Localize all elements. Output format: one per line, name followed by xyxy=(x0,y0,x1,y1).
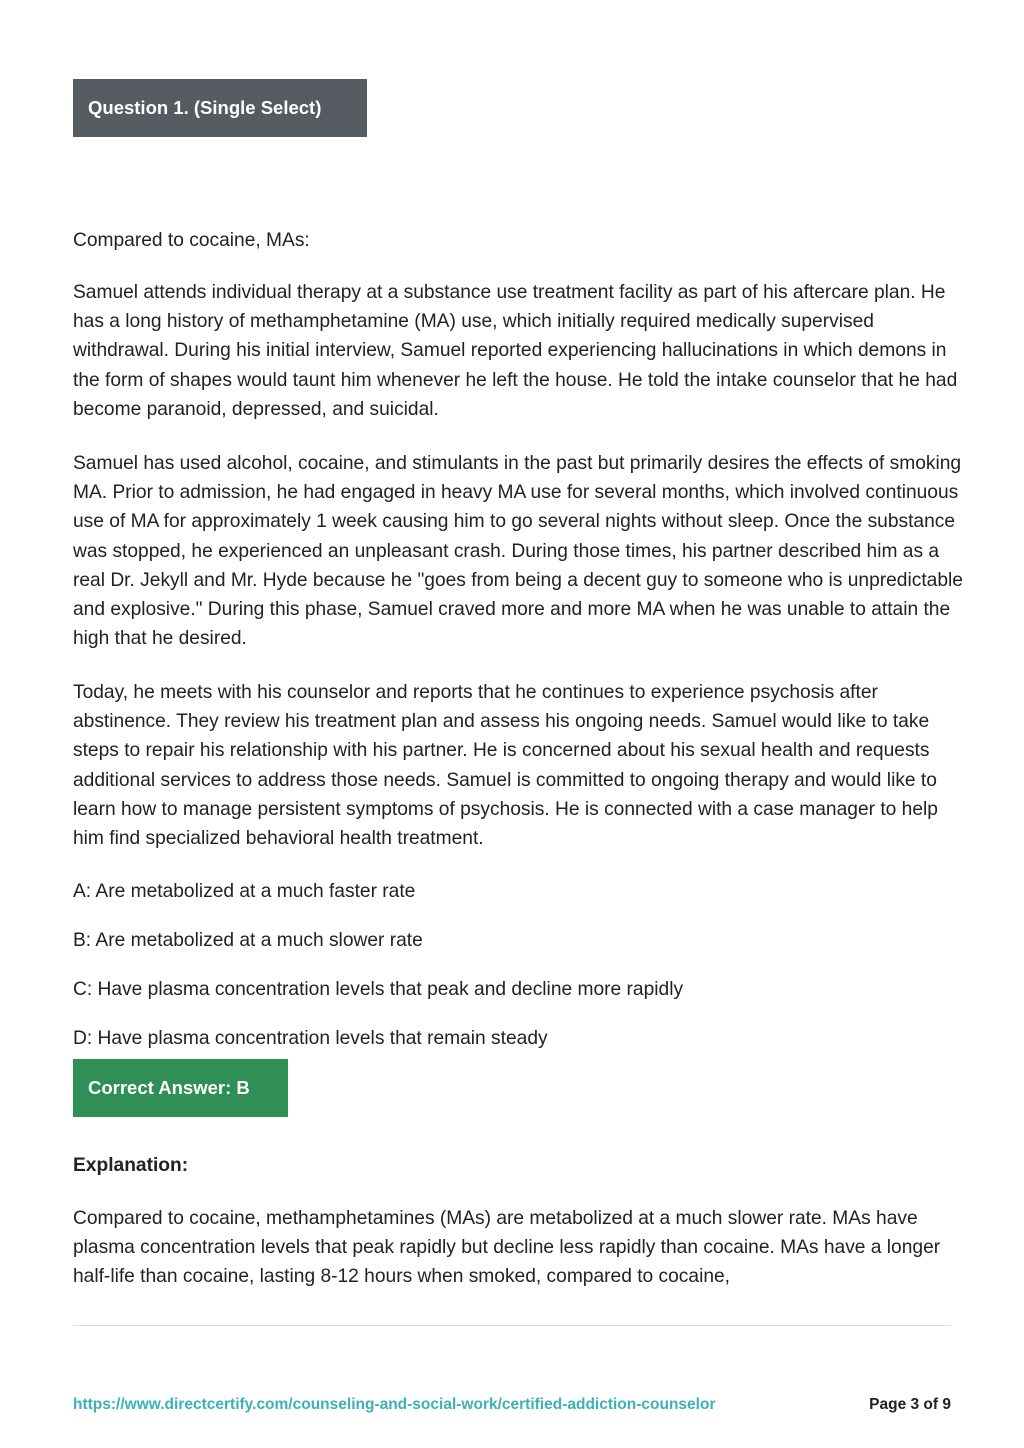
scenario-paragraph-2: Samuel has used alcohol, cocaine, and stimulants in the past but primarily desires the effects of smoking MA. Prior to admission, he had engaged in heavy MA use for several months, which involved continuous use of MA for approximately 1 week causing him to go several nights without sleep. Once the substance was stopped, he experienced an unpleasant crash. During those times, his partner described him as a real Dr. Jekyll and Mr. Hyde because he "goes from being a decent guy to someone who is unpredictable and explosive." During this phase, Samuel craved more and more MA when he was unable to attain the high that he desired. xyxy=(73,453,963,650)
footer-url-link[interactable]: https://www.directcertify.com/counseling-and-social-work/certified-addiction-counselor xyxy=(73,1396,716,1413)
question-badge xyxy=(73,79,367,137)
correct-answer-badge xyxy=(73,1059,288,1117)
option-d: D: Have plasma concentration levels that remain steady xyxy=(73,1028,548,1049)
question-label: Question 1. (Single Select) xyxy=(88,97,322,118)
page-number: Page 3 of 9 xyxy=(869,1396,951,1413)
explanation-heading: Explanation: xyxy=(73,1155,189,1176)
option-a: A: Are metabolized at a much faster rate xyxy=(73,881,416,902)
option-b: B: Are metabolized at a much slower rate xyxy=(73,930,423,951)
explanation-text: Compared to cocaine, methamphetamines (MAs) are metabolized at a much slower rate. MAs have plasma concentration levels that peak rapidly but decline less rapidly than cocaine. MAs have a longer half-life than cocaine, lasting 8-12 hours when smoked, compared to cocaine, xyxy=(73,1208,941,1288)
scenario-paragraph-1: Samuel attends individual therapy at a substance use treatment facility as part of his aftercare plan. He has a long history of methamphetamine (MA) use, which initially required medically supervised withdrawal. During his initial interview, Samuel reported experiencing hallucinations in which demons in the form of shapes would taunt him whenever he left the house. He told the intake counselor that he had become paranoid, depressed, and suicidal. xyxy=(73,282,958,420)
option-c: C: Have plasma concentration levels that peak and decline more rapidly xyxy=(73,979,684,1000)
correct-answer-label: Correct Answer: B xyxy=(88,1077,250,1098)
footer-divider xyxy=(73,1325,951,1326)
scenario-paragraph-3: Today, he meets with his counselor and reports that he continues to experience psychosis after abstinence. They review his treatment plan and assess his ongoing needs. Samuel would like to take steps to repair his relationship with his partner. He is concerned about his sexual health and requests additional services to address those needs. Samuel is committed to ongoing therapy and would like to learn how to manage persistent symptoms of psychosis. He is connected with a case manager to help him find specialized behavioral health treatment. xyxy=(73,682,938,850)
question-prompt: Compared to cocaine, MAs: xyxy=(73,230,310,251)
